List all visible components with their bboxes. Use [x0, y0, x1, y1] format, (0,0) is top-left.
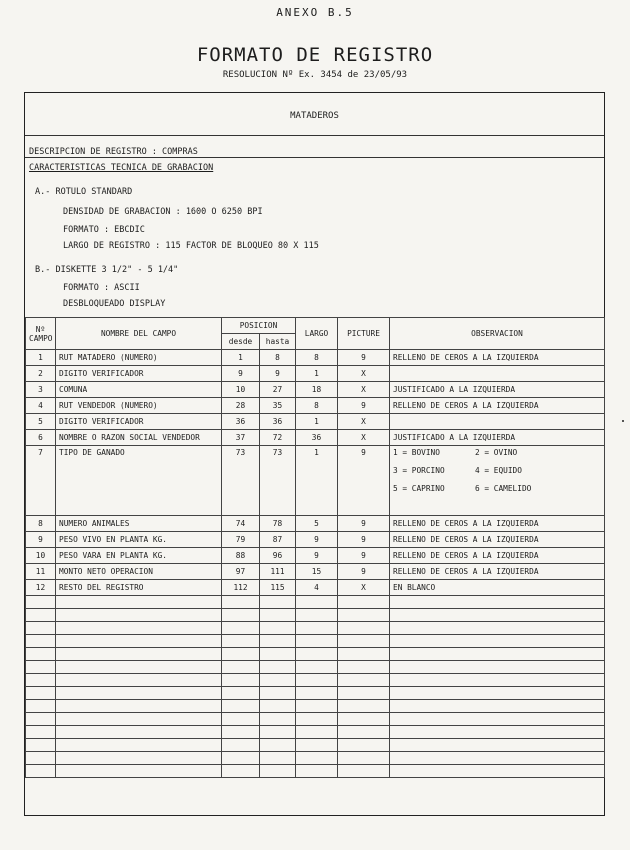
- table-row: [26, 516, 605, 532]
- col-position: POSICION: [222, 318, 296, 334]
- cell-picture: X: [338, 580, 390, 596]
- cell-from: 10: [222, 382, 260, 398]
- block-a-length: LARGO DE REGISTRO : 115 FACTOR DE BLOQUEO 80 X 115: [63, 241, 319, 251]
- cell-picture: 9: [338, 516, 390, 532]
- option-camelido: 6 = CAMELIDO: [475, 484, 532, 493]
- cell-picture: 9: [338, 350, 390, 366]
- table-row: [26, 446, 605, 516]
- cell-name: NUMERO ANIMALES: [56, 516, 222, 532]
- livestock-type-options: [393, 448, 601, 493]
- recording-characteristics: CARACTERISTICAS TECNICA DE GRABACION: [29, 163, 214, 173]
- empty-row: [26, 726, 605, 739]
- cell-from: 88: [222, 548, 260, 564]
- cell-num: 9: [26, 532, 56, 548]
- col-from: desde: [222, 334, 260, 350]
- empty-row: [26, 596, 605, 609]
- cell-length: 1: [296, 414, 338, 430]
- cell-observation: RELLENO DE CEROS A LA IZQUIERDA: [390, 350, 605, 366]
- cell-length: 5: [296, 516, 338, 532]
- cell-picture: 9: [338, 548, 390, 564]
- table-row: [26, 532, 605, 548]
- cell-to: 72: [260, 430, 296, 446]
- divider: [25, 135, 604, 136]
- cell-observation: [390, 446, 605, 516]
- cell-picture: 9: [338, 532, 390, 548]
- divider: [25, 157, 604, 158]
- cell-length: 8: [296, 350, 338, 366]
- cell-length: 1: [296, 446, 338, 516]
- cell-to: 115: [260, 580, 296, 596]
- cell-to: 36: [260, 414, 296, 430]
- cell-num: 1: [26, 350, 56, 366]
- table-row: [26, 414, 605, 430]
- col-name: NOMBRE DEL CAMPO: [56, 318, 222, 350]
- cell-from: 97: [222, 564, 260, 580]
- table-row: [26, 398, 605, 414]
- cell-from: 79: [222, 532, 260, 548]
- annex-label: ANEXO B.5: [276, 6, 354, 19]
- cell-num: 8: [26, 516, 56, 532]
- cell-observation: RELLENO DE CEROS A LA IZQUIERDA: [390, 516, 605, 532]
- block-b-unblocked: DESBLOQUEADO DISPLAY: [63, 299, 166, 309]
- cell-to: 73: [260, 446, 296, 516]
- cell-num: 6: [26, 430, 56, 446]
- cell-to: 78: [260, 516, 296, 532]
- cell-to: 111: [260, 564, 296, 580]
- cell-num: 10: [26, 548, 56, 564]
- block-a-heading: A.- ROTULO STANDARD: [35, 187, 133, 197]
- cell-name: MONTO NETO OPERACION: [56, 564, 222, 580]
- empty-row: [26, 648, 605, 661]
- cell-length: 18: [296, 382, 338, 398]
- cell-picture: 9: [338, 446, 390, 516]
- cell-observation: RELLENO DE CEROS A LA IZQUIERDA: [390, 564, 605, 580]
- cell-name: RUT MATADERO (NUMERO): [56, 350, 222, 366]
- cell-to: 35: [260, 398, 296, 414]
- cell-observation: [390, 414, 605, 430]
- block-b-heading: B.- DISKETTE 3 1/2" - 5 1/4": [35, 265, 179, 275]
- empty-row: [26, 609, 605, 622]
- empty-row: [26, 661, 605, 674]
- cell-to: 9: [260, 366, 296, 382]
- block-a-format: FORMATO : EBCDIC: [63, 225, 145, 235]
- scan-speck: [622, 420, 624, 422]
- record-layout-table: [25, 317, 605, 778]
- cell-name: RESTO DEL REGISTRO: [56, 580, 222, 596]
- cell-length: 8: [296, 398, 338, 414]
- block-a-density: DENSIDAD DE GRABACION : 1600 O 6250 BPI: [63, 207, 263, 217]
- cell-picture: X: [338, 382, 390, 398]
- empty-row: [26, 700, 605, 713]
- empty-row: [26, 674, 605, 687]
- table-row: [26, 350, 605, 366]
- cell-num: 2: [26, 366, 56, 382]
- cell-observation: JUSTIFICADO A LA IZQUIERDA: [390, 430, 605, 446]
- col-num: Nº CAMPO: [26, 318, 56, 350]
- cell-length: 9: [296, 548, 338, 564]
- cell-name: PESO VARA EN PLANTA KG.: [56, 548, 222, 564]
- cell-from: 28: [222, 398, 260, 414]
- empty-row: [26, 752, 605, 765]
- option-porcino: 3 = PORCINO: [393, 466, 445, 475]
- cell-name: RUT VENDEDOR (NUMERO): [56, 398, 222, 414]
- cell-name: NOMBRE O RAZON SOCIAL VENDEDOR: [56, 430, 222, 446]
- cell-name: PESO VIVO EN PLANTA KG.: [56, 532, 222, 548]
- cell-picture: 9: [338, 398, 390, 414]
- cell-picture: 9: [338, 564, 390, 580]
- empty-row: [26, 739, 605, 752]
- record-description: DESCRIPCION DE REGISTRO : COMPRAS: [29, 147, 198, 157]
- empty-row: [26, 687, 605, 700]
- cell-num: 11: [26, 564, 56, 580]
- cell-observation: [390, 366, 605, 382]
- option-caprino: 5 = CAPRINO: [393, 484, 445, 493]
- col-observation: OBSERVACION: [390, 318, 605, 350]
- empty-row: [26, 765, 605, 778]
- empty-row: [26, 622, 605, 635]
- table-row: [26, 564, 605, 580]
- cell-observation: RELLENO DE CEROS A LA IZQUIERDA: [390, 532, 605, 548]
- cell-length: 4: [296, 580, 338, 596]
- table-row: [26, 580, 605, 596]
- cell-num: 4: [26, 398, 56, 414]
- form-frame: [24, 92, 605, 816]
- cell-picture: X: [338, 430, 390, 446]
- cell-length: 36: [296, 430, 338, 446]
- resolution-line: RESOLUCION Nº Ex. 3454 de 23/05/93: [222, 70, 408, 80]
- table-row: [26, 548, 605, 564]
- cell-observation: RELLENO DE CEROS A LA IZQUIERDA: [390, 398, 605, 414]
- cell-observation: JUSTIFICADO A LA IZQUIERDA: [390, 382, 605, 398]
- cell-observation: EN BLANCO: [390, 580, 605, 596]
- cell-num: 12: [26, 580, 56, 596]
- option-bovino: 1 = BOVINO: [393, 448, 440, 457]
- cell-num: 7: [26, 446, 56, 516]
- cell-picture: X: [338, 366, 390, 382]
- table-row: [26, 382, 605, 398]
- cell-from: 74: [222, 516, 260, 532]
- cell-from: 37: [222, 430, 260, 446]
- empty-row: [26, 713, 605, 726]
- cell-length: 9: [296, 532, 338, 548]
- col-picture: PICTURE: [338, 318, 390, 350]
- cell-length: 1: [296, 366, 338, 382]
- cell-to: 27: [260, 382, 296, 398]
- cell-from: 36: [222, 414, 260, 430]
- empty-row: [26, 635, 605, 648]
- table-header-row: [26, 318, 605, 334]
- option-equido: 4 = EQUIDO: [475, 466, 522, 475]
- cell-num: 3: [26, 382, 56, 398]
- cell-picture: X: [338, 414, 390, 430]
- cell-name: COMUNA: [56, 382, 222, 398]
- cell-num: 5: [26, 414, 56, 430]
- cell-to: 8: [260, 350, 296, 366]
- cell-observation: RELLENO DE CEROS A LA IZQUIERDA: [390, 548, 605, 564]
- section-title: MATADEROS: [290, 111, 339, 121]
- col-length: LARGO: [296, 318, 338, 350]
- cell-name: DIGITO VERIFICADOR: [56, 414, 222, 430]
- block-b-format: FORMATO : ASCII: [63, 283, 140, 293]
- cell-from: 1: [222, 350, 260, 366]
- page-title: FORMATO DE REGISTRO: [196, 44, 434, 66]
- table-row: [26, 430, 605, 446]
- cell-from: 73: [222, 446, 260, 516]
- cell-from: 9: [222, 366, 260, 382]
- cell-from: 112: [222, 580, 260, 596]
- col-to: hasta: [260, 334, 296, 350]
- cell-name: TIPO DE GANADO: [56, 446, 222, 516]
- cell-name: DIGITO VERIFICADOR: [56, 366, 222, 382]
- cell-to: 96: [260, 548, 296, 564]
- cell-length: 15: [296, 564, 338, 580]
- table-row: [26, 366, 605, 382]
- option-ovino: 2 = OVINO: [475, 448, 518, 457]
- cell-to: 87: [260, 532, 296, 548]
